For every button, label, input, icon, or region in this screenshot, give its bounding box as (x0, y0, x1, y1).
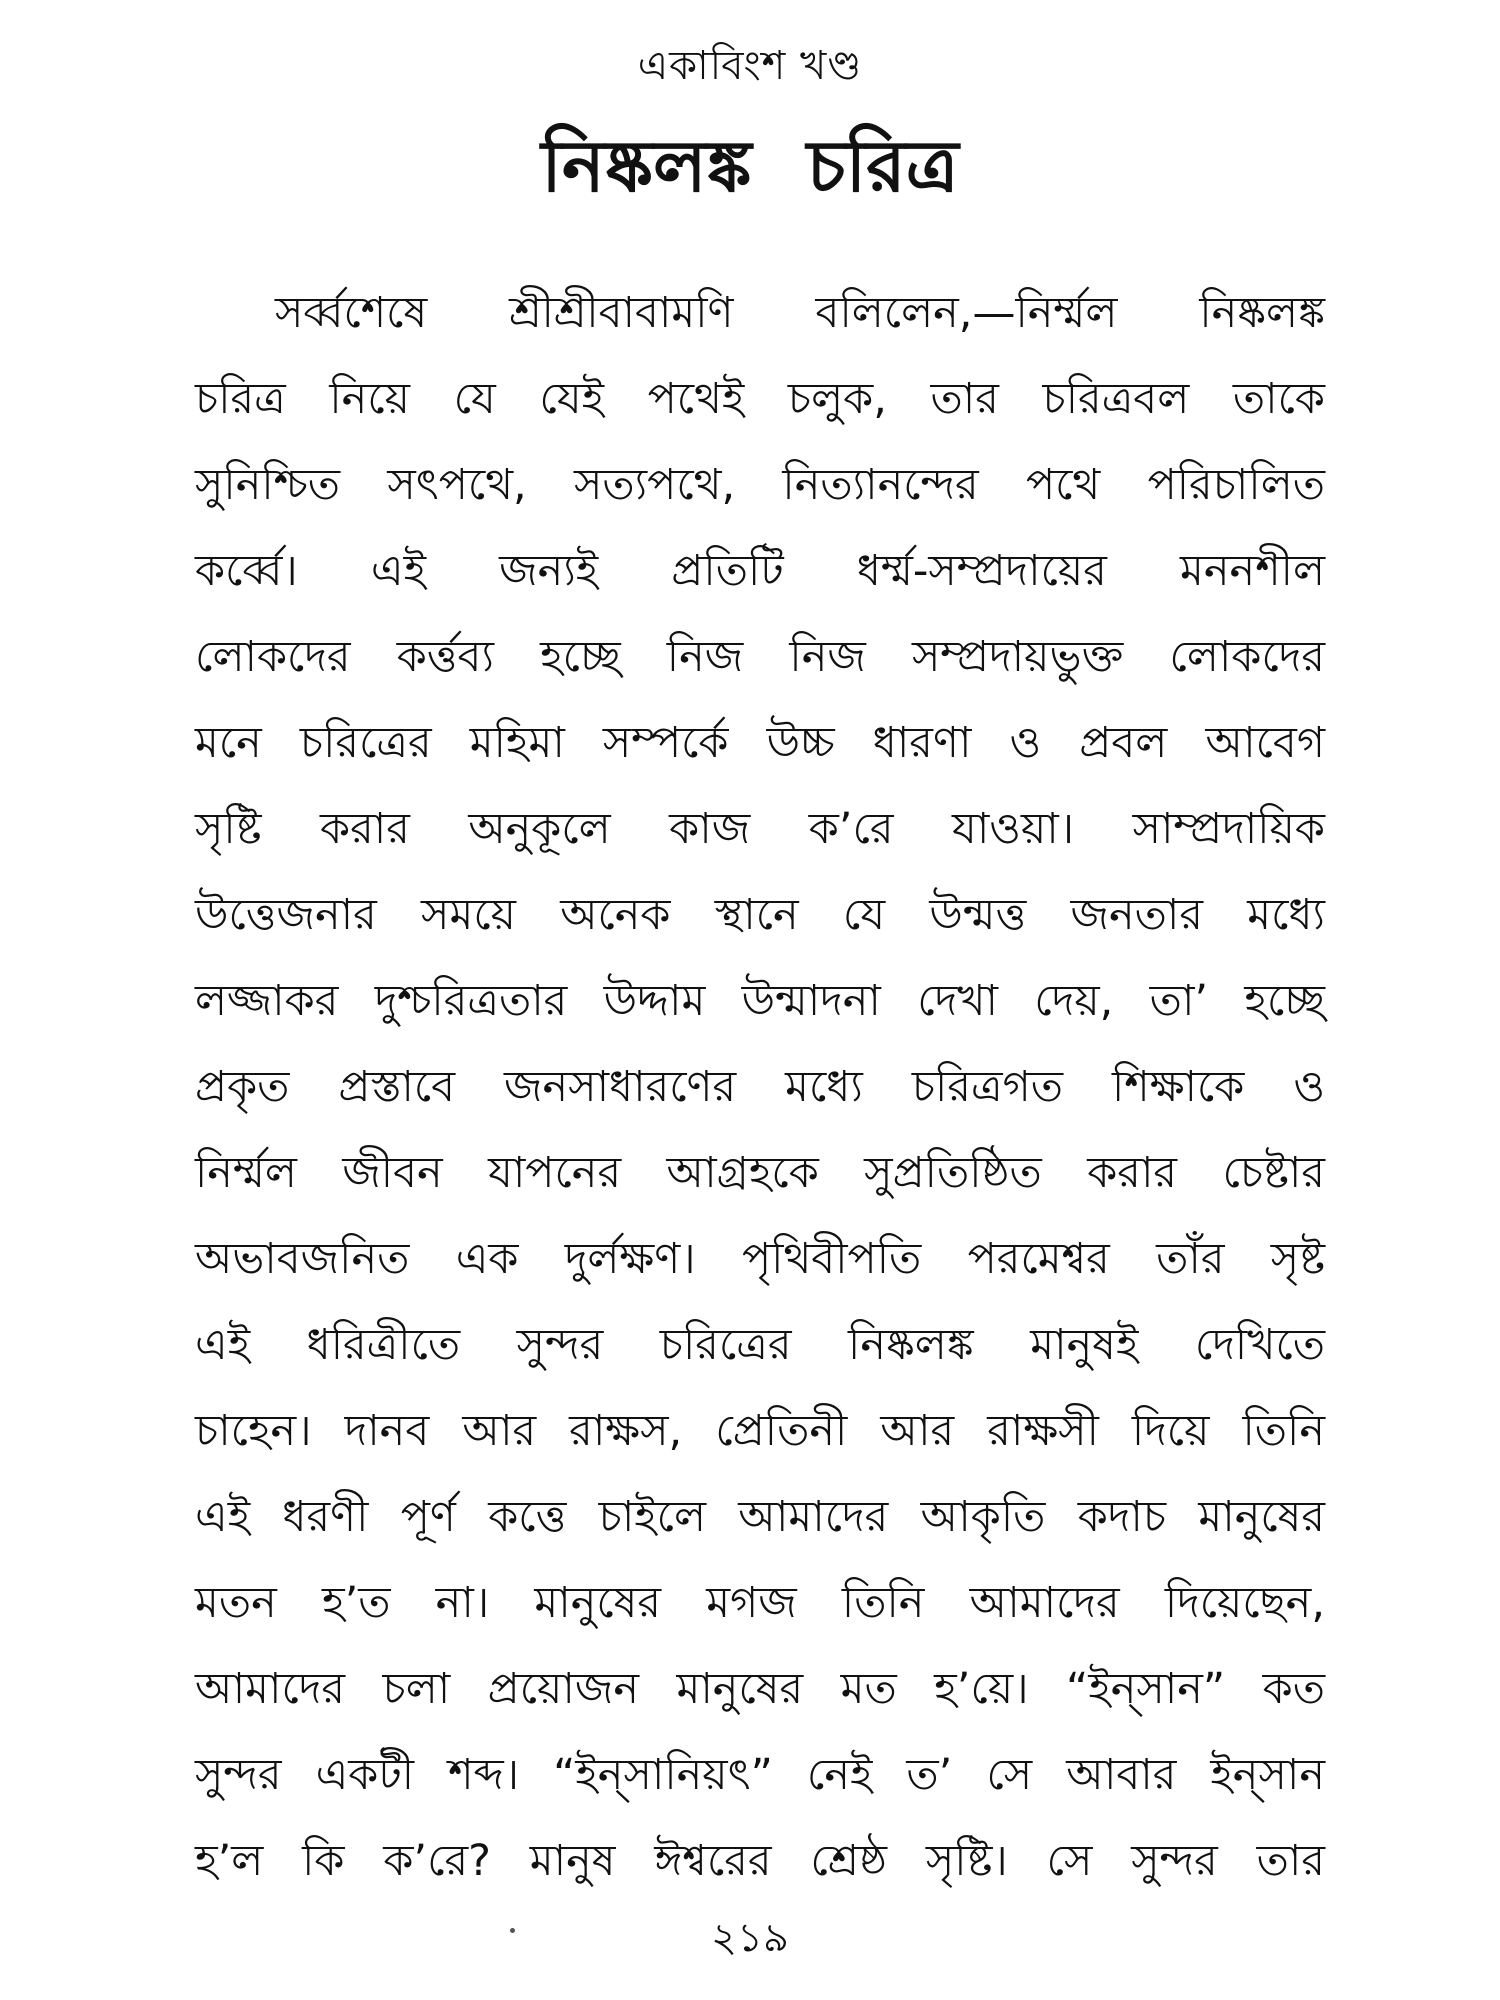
text-line: সৃষ্টি করার অনুকূলে কাজ ক’রে যাওয়া। সাম্প্রদায়িক (195, 804, 1325, 854)
print-speck (510, 1928, 515, 1933)
text-line: হ’ল কি ক’রে? মানুষ ঈশ্বরের শ্রেষ্ঠ সৃষ্টি। সে সুন্দর তার (195, 1836, 1325, 1886)
running-head: একাবিংশ খণ্ড (637, 43, 863, 89)
text-line: লজ্জাকর দুশ্চরিত্রতার উদ্দাম উন্মাদনা দেখা দেয়, তা’ হচ্ছে (195, 976, 1325, 1026)
text-line: মতন হ’ত না। মানুষের মগজ তিনি আমাদের দিয়েছেন, (195, 1578, 1325, 1628)
text-line: কর্ব্বে। এই জন্যই প্রতিটি ধর্ম্ম-সম্প্রদায়ের মননশীল (195, 546, 1325, 596)
text-line: প্রকৃত প্রস্তাবে জনসাধারণের মধ্যে চরিত্রগত শিক্ষাকে ও (195, 1062, 1325, 1112)
text-line: উত্তেজনার সময়ে অনেক স্থানে যে উন্মত্ত জনতার মধ্যে (195, 890, 1325, 940)
text-line: সুন্দর একটী শব্দ। “ইন্‌সানিয়ৎ” নেই ত’ সে আবার ইন্‌সান (195, 1750, 1325, 1800)
text-line: সর্ব্বশেষে শ্রীশ্রীবাবামণি বলিলেন,—নির্ম্মল নিষ্কলঙ্ক (275, 288, 1325, 338)
text-line: এই ধরণী পূর্ণ কত্তে চাইলে আমাদের আকৃতি কদাচ মানুষের (195, 1492, 1325, 1542)
text-line: এই ধরিত্রীতে সুন্দর চরিত্রের নিষ্কলঙ্ক মানুষই দেখিতে (195, 1320, 1325, 1370)
text-line: চরিত্র নিয়ে যে যেই পথেই চলুক, তার চরিত্রবল তাকে (195, 374, 1325, 424)
body-paragraph (195, 270, 1325, 1904)
text-line: চাহেন। দানব আর রাক্ষস, প্রেতিনী আর রাক্ষসী দিয়ে তিনি (195, 1406, 1325, 1456)
text-line: আমাদের চলা প্রয়োজন মানুষের মত হ’য়ে। “ইন্‌সান” কত (195, 1664, 1325, 1714)
text-line: নির্ম্মল জীবন যাপনের আগ্রহকে সুপ্রতিষ্ঠিত করার চেষ্টার (195, 1148, 1325, 1198)
text-line: মনে চরিত্রের মহিমা সম্পর্কে উচ্চ ধারণা ও প্রবল আবেগ (195, 718, 1325, 768)
page-number: ২১৯ (711, 1915, 789, 1961)
text-line: লোকদের কর্ত্তব্য হচ্ছে নিজ নিজ সম্প্রদায়ভুক্ত লোকদের (195, 632, 1325, 682)
chapter-title: নিষ্কলঙ্ক চরিত্র (541, 124, 959, 208)
text-line: সুনিশ্চিত সৎপথে, সত্যপথে, নিত্যানন্দের পথে পরিচালিত (195, 460, 1325, 510)
text-line: অভাবজনিত এক দুর্লক্ষণ। পৃথিবীপতি পরমেশ্বর তাঁর সৃষ্ট (195, 1234, 1325, 1284)
